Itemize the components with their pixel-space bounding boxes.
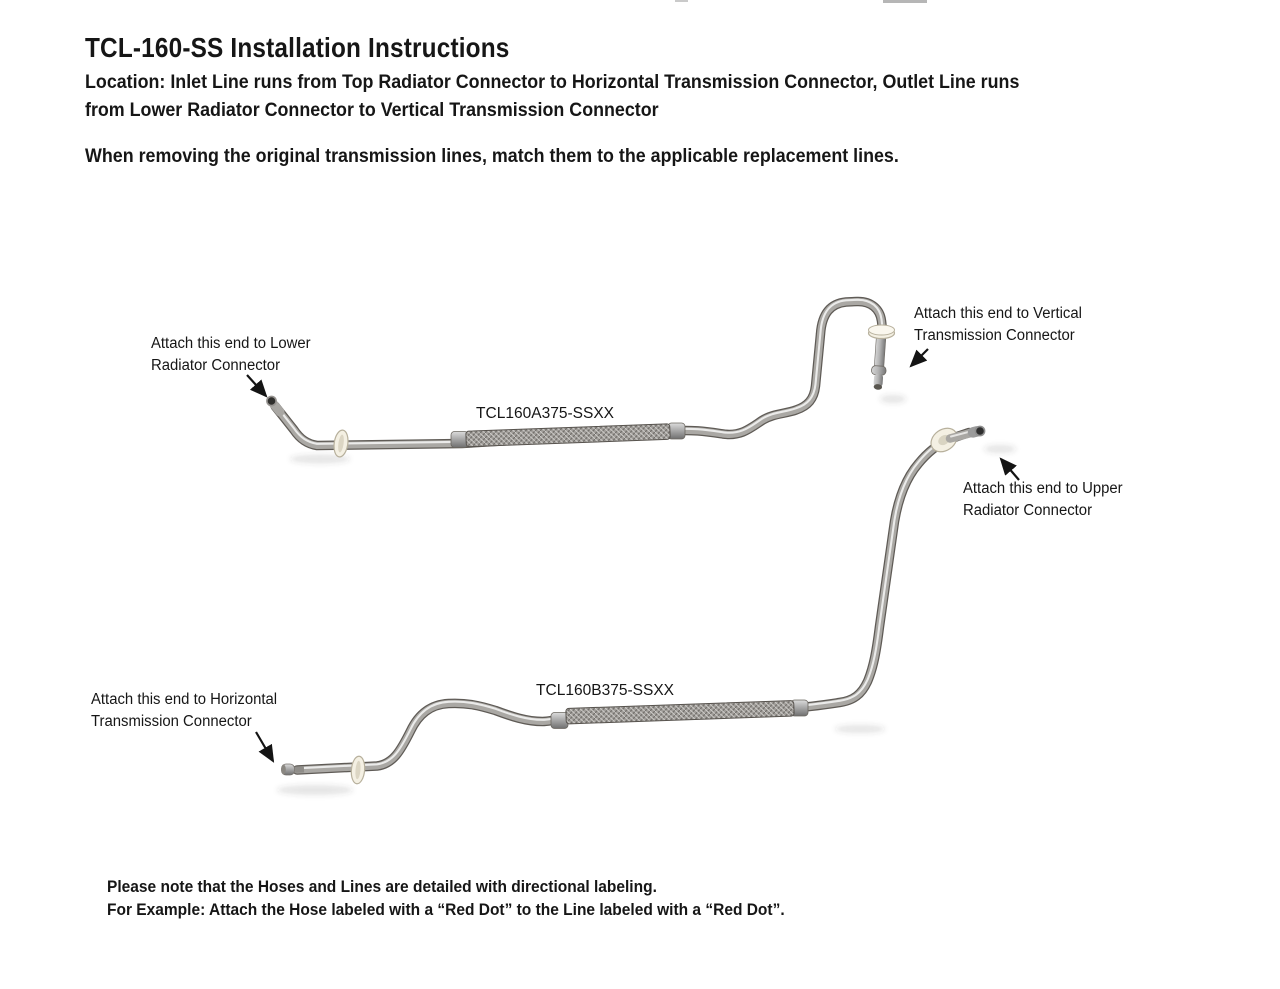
line-b-part-number: TCL160B375-SSXX [536, 682, 675, 699]
callout-line: Attach this end to Horizontal [91, 691, 278, 708]
fitting-bead [871, 365, 886, 375]
callout-line: Attach this end to Upper [963, 480, 1123, 497]
callout-vertical-transmission [914, 303, 1082, 347]
braid [466, 424, 670, 447]
callout-line: Attach this end to Lower [151, 335, 311, 352]
line-b-tip-opening [975, 426, 984, 435]
arrow-horizontal-transmission [256, 732, 273, 761]
line-a-tube [267, 300, 883, 446]
page-title: TCL-160-SS Installation Instructions [85, 32, 510, 63]
arrow-vertical-transmission [911, 349, 928, 366]
line-b-tube [281, 431, 969, 775]
callout-line: Radiator Connector [151, 357, 281, 374]
location-text-line1: Location: Inlet Line runs from Top Radiator Connector to Horizontal Transmission Connector, Outlet Line runs [85, 72, 1020, 93]
line-a-washer [869, 325, 895, 339]
removal-note: When removing the original transmission lines, match them to the applicable replacement lines. [85, 146, 899, 167]
line-a-braided-section [451, 423, 685, 448]
callout-lower-radiator [151, 333, 311, 377]
callout-upper-radiator [963, 478, 1123, 522]
arrow-upper-radiator [1001, 459, 1019, 480]
line-a-transmission-fitting [870, 334, 888, 391]
callout-line: Transmission Connector [91, 713, 252, 730]
callout-horizontal-transmission [91, 689, 277, 733]
location-text-line2: from Lower Radiator Connector to Vertical Transmission Connector [85, 100, 659, 121]
callout-line: Transmission Connector [914, 327, 1075, 344]
line-a-retainer-clip [332, 429, 349, 458]
ferrule [551, 713, 568, 729]
footer-note-line2: For Example: Attach the Hose labeled with a “Red Dot” to the Line labeled with a “Red Dot”. [107, 901, 785, 919]
arrow-lower-radiator [247, 375, 266, 396]
shadows [277, 395, 1016, 795]
footer-note-line1: Please note that the Hoses and Lines are detailed with directional labeling. [107, 878, 657, 896]
line-b-braided-section [551, 700, 808, 729]
line-b-retainer-clip [350, 756, 366, 785]
callout-line: Radiator Connector [963, 502, 1093, 519]
callout-line: Attach this end to Vertical [914, 305, 1082, 322]
line-a-part-number: TCL160A375-SSXX [476, 405, 615, 422]
braid [566, 701, 794, 724]
line-a-tip-opening [267, 396, 276, 405]
